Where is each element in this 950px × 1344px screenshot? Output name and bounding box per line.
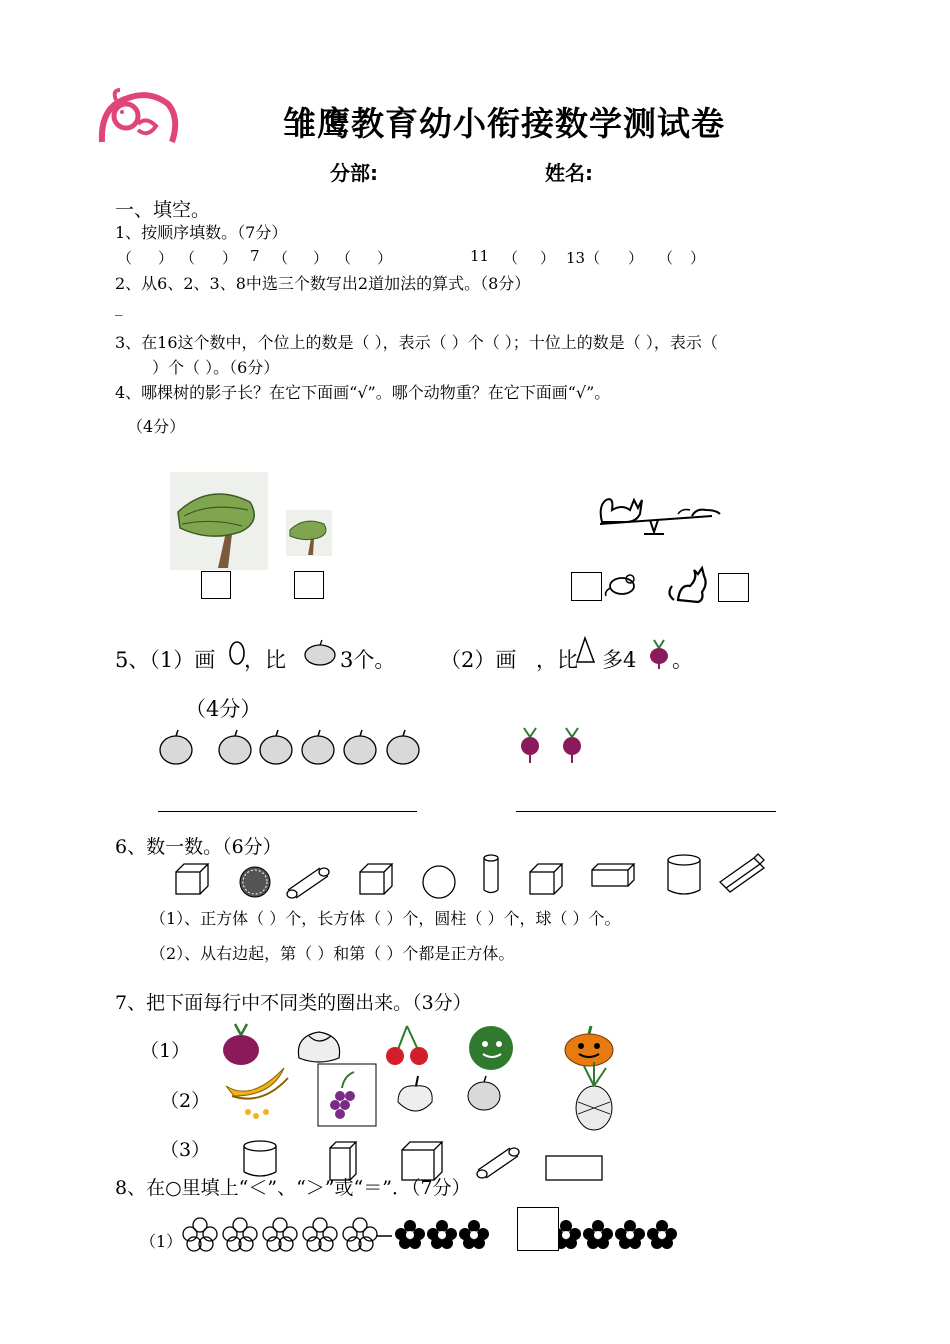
big-tree-image: [170, 472, 268, 570]
sphere-icon: [423, 866, 455, 898]
question-5-part2-c: 多4: [602, 648, 637, 672]
question-5-part1-b: ，比: [244, 648, 286, 672]
compare-answer-box[interactable]: [517, 1207, 559, 1251]
solid-shapes-row: [170, 852, 770, 898]
small-tree-image: [286, 510, 332, 556]
cuboid-icon: [720, 854, 764, 892]
rectangle-icon: [546, 1156, 602, 1180]
q1-seq-lparen-1: （: [117, 249, 133, 267]
apple-icon: [260, 730, 292, 764]
question-7: 7、把下面每行中不同类的圈出来。（3分）: [115, 992, 472, 1014]
filled-flower-icon: [583, 1220, 613, 1249]
cylinder-icon: [668, 855, 700, 894]
cylinder-icon: [477, 1148, 519, 1178]
q1-seq-lparen-2: （: [180, 249, 196, 267]
question-3-line2: ）个（ ）。（6分）: [152, 358, 280, 377]
q1-seq-rparen-7: ）: [690, 249, 706, 267]
answer-box-mouse[interactable]: [571, 572, 602, 601]
filled-flower-icon: [615, 1220, 645, 1249]
answer-line-2[interactable]: [516, 811, 776, 812]
pineapple-icon: [576, 1062, 612, 1130]
q1-seq-rparen-1: ）: [158, 249, 174, 267]
answer-box-cat[interactable]: [718, 573, 749, 602]
q7-row2-images: [222, 1062, 622, 1132]
peach-icon: [398, 1076, 432, 1111]
q1-seq-lparen-3: （: [273, 249, 289, 267]
outline-flower-icon: [223, 1218, 257, 1251]
cabbage-icon: [298, 1032, 339, 1062]
q1-seq-rparen-2: ）: [222, 249, 238, 267]
filled-flower-icon: [395, 1220, 425, 1249]
answer-box-small-tree[interactable]: [294, 571, 324, 599]
apples-row: [158, 728, 428, 770]
question-8: 8、在○里填上“＜”、“＞”或“＝”．（7分）: [115, 1177, 471, 1199]
outline-flower-icon: [263, 1218, 297, 1251]
question-7-row3-label: （3）: [160, 1139, 211, 1161]
apple-icon: [387, 730, 419, 764]
branch-label: 分部:: [330, 161, 378, 185]
question-3-line1: 3、在16这个数中，个位上的数是（ ），表示（ ）个（ ）；十位上的数是（ ），表示（: [115, 333, 718, 352]
apple-icon: [302, 730, 334, 764]
question-8-row1-label: （1）: [140, 1232, 183, 1251]
radish-row: [516, 726, 592, 766]
outline-flower-icon: [183, 1218, 217, 1251]
filled-flower-icon: [647, 1220, 677, 1249]
cube-icon: [360, 864, 392, 894]
cylinder-icon: [244, 1141, 276, 1176]
question-5-part2-a: （2）画: [440, 648, 517, 672]
cherry-icon: [386, 1026, 428, 1065]
q1-seq-rparen-4: ）: [377, 249, 393, 267]
question-7-row1-label: （1）: [140, 1040, 191, 1062]
name-label: 姓名:: [545, 161, 593, 185]
triangle-icon: [574, 636, 596, 666]
cylinder-icon: [287, 868, 329, 898]
mouse-icon: [604, 570, 640, 598]
radish-icon-inline: [646, 638, 672, 670]
question-4-score: （4分）: [127, 417, 186, 436]
q2-blank: _: [115, 298, 123, 316]
seesaw-cat-mouse-image: [592, 486, 732, 546]
question-6: 6、数一数。（6分）: [115, 836, 282, 858]
radish-icon: [223, 1024, 259, 1065]
q1-seq-rparen-3: ）: [313, 249, 329, 267]
filled-flower-icon: [459, 1220, 489, 1249]
outline-flower-icon: [303, 1218, 337, 1251]
cylinder-icon: [484, 855, 498, 893]
answer-line-1[interactable]: [158, 811, 417, 812]
q1-seq-11: 11: [470, 247, 490, 265]
question-4: 4、哪棵树的影子长？在它下面画“√”。哪个动物重？在它下面画“√”。: [115, 383, 611, 402]
sphere-icon: [240, 867, 270, 897]
apple-icon: [344, 730, 376, 764]
banana-icon: [226, 1068, 288, 1119]
section-heading: 一、填空。: [115, 199, 211, 221]
cube-icon: [530, 864, 562, 894]
q8-row1-flowers: [180, 1214, 680, 1254]
apple-icon-inline: [300, 640, 340, 668]
question-7-row2-label: （2）: [160, 1090, 211, 1112]
q1-seq-rparen-6: ）: [628, 249, 644, 267]
radish-icon: [563, 728, 581, 763]
logo: [98, 86, 178, 144]
question-5-part2-b: ，比: [536, 648, 578, 672]
filled-flower-icon: [427, 1220, 457, 1249]
cube-icon: [176, 864, 208, 894]
q1-seq-13: 13（: [566, 249, 601, 267]
apple-icon: [160, 730, 192, 764]
question-5-score: （4分）: [185, 697, 262, 721]
question-6-sub2: （2）、从右边起，第（ ）和第（ ）个都是正方体。: [150, 944, 515, 963]
cat-icon: [664, 564, 716, 604]
answer-box-big-tree[interactable]: [201, 571, 231, 599]
q1-seq-lparen-7: （: [658, 249, 674, 267]
radish-icon: [521, 728, 539, 763]
outline-flower-icon: [343, 1218, 377, 1251]
page-title: 雏鹰教育幼小衔接数学测试卷: [283, 104, 725, 143]
q1-seq-lparen-4: （: [336, 249, 352, 267]
cuboid-icon: [592, 864, 634, 886]
q1-seq-7: 7: [250, 247, 260, 265]
question-2: 2、从6、2、3、8中选三个数写出2道加法的算式。（8分）: [115, 274, 531, 293]
pumpkin-icon: [565, 1026, 613, 1066]
question-6-sub1: （1）、正方体（ ）个，长方体（ ）个，圆柱（ ）个，球（ ）个。: [150, 909, 621, 928]
question-5-part1-a: 5、（1）画: [115, 648, 216, 672]
q1-seq-lparen-5: （: [503, 249, 519, 267]
question-5-part1-c: 3个。: [340, 648, 396, 672]
grapes-icon: [318, 1064, 376, 1126]
apple-icon: [468, 1076, 500, 1110]
question-1: 1、按顺序填数。（7分）: [115, 223, 288, 242]
question-5-part2-d: 。: [672, 648, 693, 672]
q1-seq-rparen-5: ）: [540, 249, 556, 267]
apple-icon: [219, 730, 251, 764]
